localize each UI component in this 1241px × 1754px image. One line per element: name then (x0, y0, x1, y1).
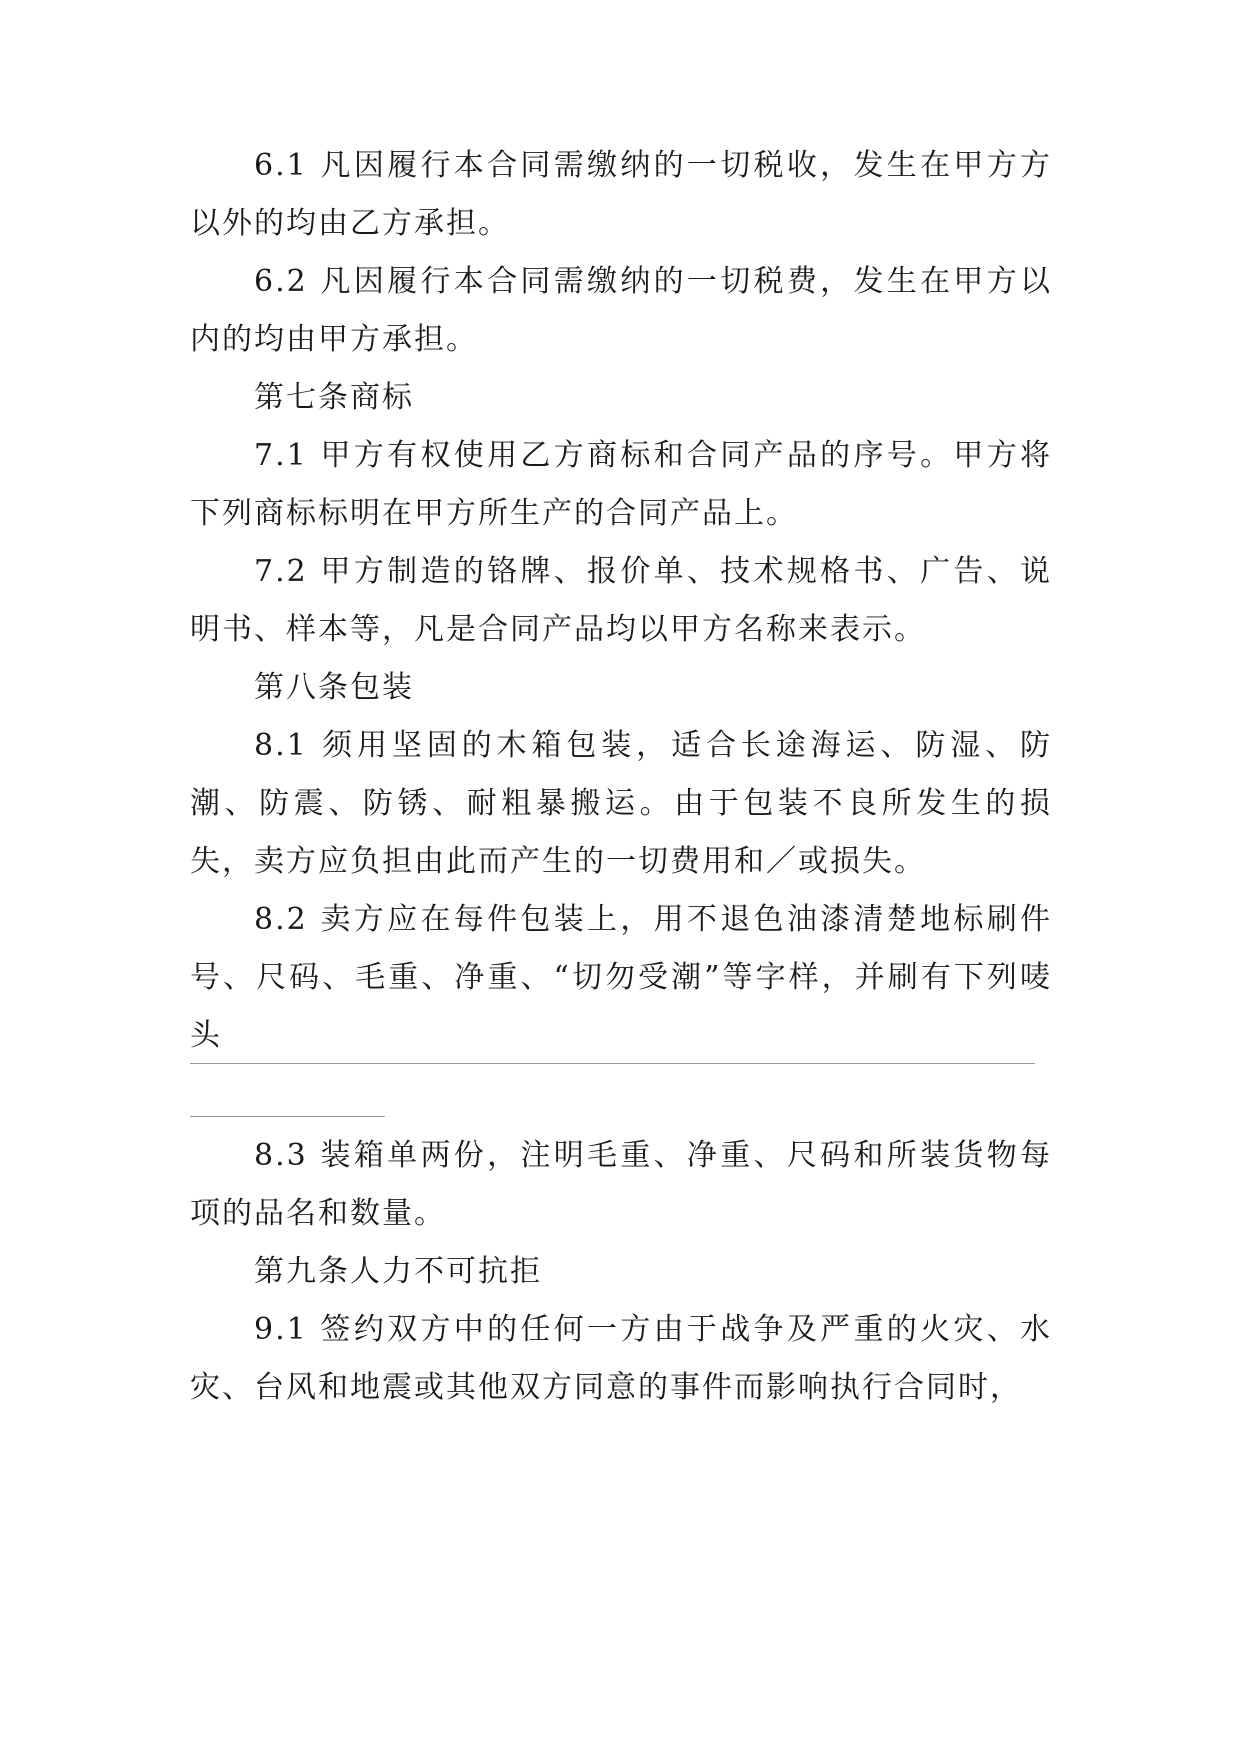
section-heading-8: 第八条包装 (254, 670, 414, 705)
section-heading-7: 第七条商标 (254, 380, 414, 415)
paragraph-8-1: 8.1 须用坚固的木箱包装，适合长途海运、防湿、防潮、防震、防锈、耐粗暴搬运。由于包装不良所发生的损失，卖方应负担由此而产生的一切费用和／或损失。 (190, 728, 1052, 879)
shipping-mark-line-2 (190, 1116, 385, 1117)
paragraph-8-3: 8.3 装箱单两份，注明毛重、净重、尺码和所装货物每项的品名和数量。 (190, 1138, 1052, 1231)
paragraph-7-2: 7.2 甲方制造的铬牌、报价单、技术规格书、广告、说明书、样本等，凡是合同产品均以甲方名称来表示。 (190, 554, 1052, 647)
paragraph-7-1: 7.1 甲方有权使用乙方商标和合同产品的序号。甲方将下列商标标明在甲方所生产的合同产品上。 (190, 438, 1052, 531)
paragraph-6-1: 6.1 凡因履行本合同需缴纳的一切税收，发生在甲方方以外的均由乙方承担。 (190, 148, 1052, 241)
paragraph-8-2: 8.2 卖方应在每件包装上，用不退色油漆清楚地标刷件号、尺码、毛重、净重、“切勿受潮”等字样，并刷有下列唛头 (190, 902, 1052, 1053)
document-body-bottom (190, 1127, 1052, 1417)
paragraph-9-1: 9.1 签约双方中的任何一方由于战争及严重的火灾、水灾、台风和地震或其他双方同意的事件而影响执行合同时， (190, 1312, 1052, 1405)
shipping-mark-line-1 (190, 1063, 1035, 1064)
document-body-top (190, 137, 1052, 1065)
paragraph-6-2: 6.2 凡因履行本合同需缴纳的一切税费，发生在甲方以内的均由甲方承担。 (190, 264, 1052, 357)
section-heading-9: 第九条人力不可抗拒 (254, 1254, 542, 1289)
